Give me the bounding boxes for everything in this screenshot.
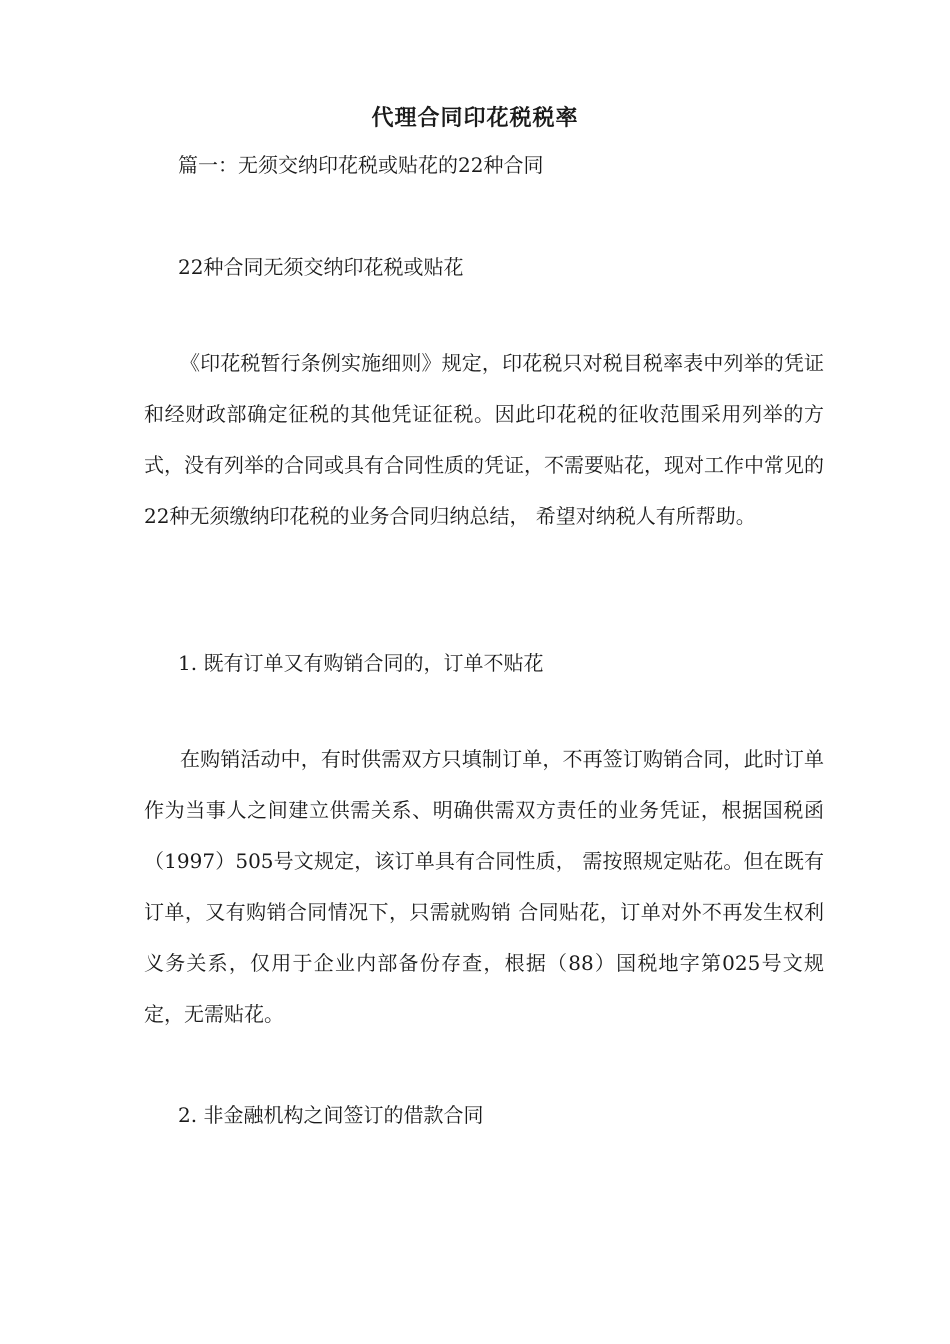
document-title: 代理合同印花税税率	[371, 106, 579, 131]
item-2-heading: 2. 非金融机构之间签订的借款合同	[178, 1103, 484, 1127]
chapter-heading: 篇一：无须交纳印花税或贴花的22种合同	[178, 153, 544, 177]
section-subheading: 22种合同无须交纳印花税或贴花	[178, 255, 464, 279]
intro-paragraph: 《印花税暂行条例实施细则》规定，印花税只对税目税率表中列举的凭证和经财政部确定征税的其他凭证征税。因此印花税的征收范围采用列举的方式，没有列举的合同或具有合同性质的凭证，不需要贴花，现对工作中常见的22种无须缴纳印花税的业务合同归纳总结， 希望对纳税人有所帮助。	[144, 351, 824, 528]
item-1-heading: 1. 既有订单又有购销合同的，订单不贴花	[178, 651, 544, 675]
item-1-paragraph: 在购销活动中，有时供需双方只填制订单，不再签订购销合同，此时订单作为当事人之间建立供需关系、明确供需双方责任的业务凭证，根据国税函（1997）505号文规定，该订单具有合同性质， 需按照规定贴花。但在既有订单，又有购销合同情况下，只需就购销 合同贴花，订单对外不再发生权利义务关系，仅用于企业内部备份存查，根据（88）国税地字第025号文规定，无需贴花。	[144, 747, 824, 1026]
